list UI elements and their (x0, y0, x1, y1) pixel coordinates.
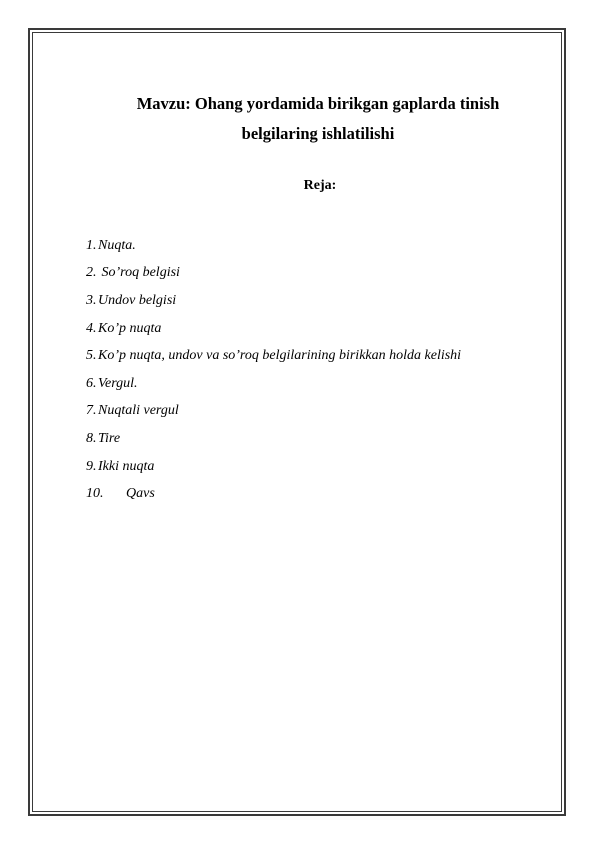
plan-list (86, 232, 556, 508)
list-item-text: Ko’p nuqta, undov va so’roq belgilarining birikkan holda kelishi (98, 348, 462, 364)
list-item-number: 9. (86, 458, 97, 474)
plan-heading: Reja: (303, 178, 337, 193)
list-item-text: Nuqtali vergul (98, 403, 179, 419)
list-item-text: So’roq belgisi (98, 265, 180, 281)
list-item (86, 287, 556, 315)
title-line-1: Mavzu: Ohang yordamida birikgan gaplarda tinish (136, 94, 500, 113)
list-item (86, 425, 556, 453)
list-item-number: 1. (86, 237, 97, 253)
list-item-number: 4. (86, 320, 97, 336)
list-item (86, 342, 556, 370)
list-item (86, 480, 556, 508)
list-item-text: Nuqta. (98, 237, 136, 253)
list-item-text: Undov belgisi (98, 292, 177, 308)
list-item-number: 2. (86, 265, 97, 281)
list-item-number: 7. (86, 403, 97, 419)
document-title (90, 89, 546, 149)
list-item (86, 370, 556, 398)
list-item-number: 8. (86, 430, 97, 446)
title-line-2: belgilaring ishlatilishi (241, 124, 395, 143)
list-item-text: Vergul. (98, 375, 138, 391)
list-item-number: 5. (86, 348, 97, 364)
list-item-number: 3. (86, 292, 97, 308)
list-item-number: 6. (86, 375, 97, 391)
list-item-text: Tire (98, 430, 121, 446)
list-item-text: Ko’p nuqta (98, 320, 162, 336)
list-item (86, 453, 556, 481)
list-item-text: Qavs (126, 486, 155, 502)
list-item (86, 260, 556, 288)
list-item-text: Ikki nuqta (98, 458, 155, 474)
list-item (86, 398, 556, 426)
list-item-number: 10. (86, 486, 104, 502)
list-item (86, 315, 556, 343)
list-item (86, 232, 556, 260)
